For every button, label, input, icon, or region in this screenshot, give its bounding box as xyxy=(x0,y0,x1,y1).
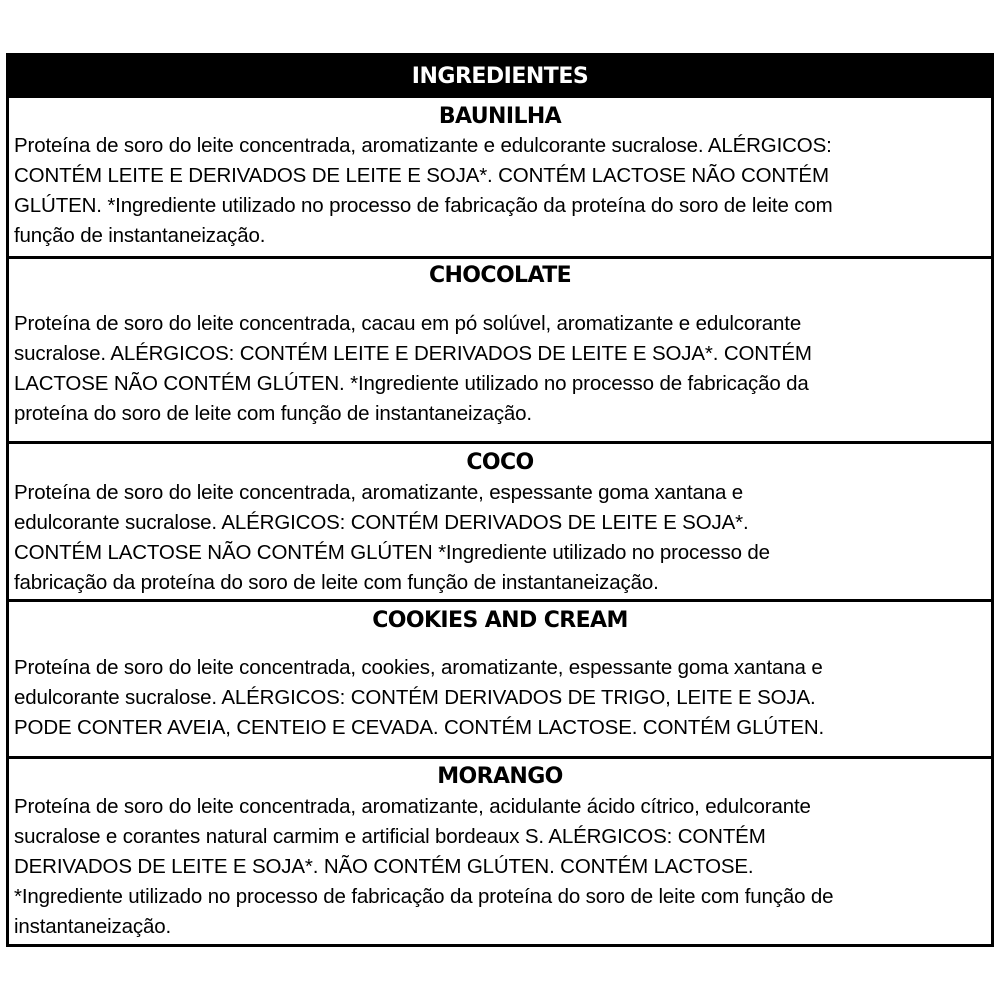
text-line: *Ingrediente utilizado no processo de fabricação da proteína do soro de leite com função de xyxy=(14,885,834,908)
text-line: instantaneização. xyxy=(14,915,172,938)
text-line: sucralose. ALÉRGICOS: CONTÉM LEITE E DERIVADOS DE LEITE E SOJA*. CONTÉM xyxy=(14,342,812,365)
section-text xyxy=(14,478,986,598)
ingredients-table xyxy=(6,53,994,947)
text-line: Proteína de soro do leite concentrada, aromatizante, acidulante ácido cítrico, edulcorante xyxy=(14,795,811,818)
text-line: GLÚTEN. *Ingrediente utilizado no processo de fabricação da proteína do soro de leite com xyxy=(14,194,833,217)
text-line: CONTÉM LACTOSE NÃO CONTÉM GLÚTEN *Ingrediente utilizado no processo de xyxy=(14,541,770,564)
text-line: Proteína de soro do leite concentrada, cookies, aromatizante, espessante goma xantana e xyxy=(14,656,823,679)
section-morango xyxy=(9,756,991,944)
text-line: fabricação da proteína do soro de leite com função de instantaneização. xyxy=(14,571,659,594)
section-title: COCO xyxy=(466,450,534,475)
section-title: COOKIES AND CREAM xyxy=(372,608,628,633)
section-cookies-and-cream xyxy=(9,599,991,756)
section-text xyxy=(14,792,986,942)
text-line: função de instantaneização. xyxy=(14,224,266,247)
text-line: LACTOSE NÃO CONTÉM GLÚTEN. *Ingrediente utilizado no processo de fabricação da xyxy=(14,372,809,395)
section-text xyxy=(14,309,986,429)
section-baunilha xyxy=(9,98,991,256)
text-line: PODE CONTER AVEIA, CENTEIO E CEVADA. CONTÉM LACTOSE. CONTÉM GLÚTEN. xyxy=(14,716,825,739)
text-line: edulcorante sucralose. ALÉRGICOS: CONTÉM DERIVADOS DE TRIGO, LEITE E SOJA. xyxy=(14,686,816,709)
text-line: proteína do soro de leite com função de instantaneização. xyxy=(14,402,532,425)
section-coco xyxy=(9,441,991,599)
text-line: CONTÉM LEITE E DERIVADOS DE LEITE E SOJA*. CONTÉM LACTOSE NÃO CONTÉM xyxy=(14,164,829,187)
text-line: Proteína de soro do leite concentrada, cacau em pó solúvel, aromatizante e edulcorante xyxy=(14,312,802,335)
section-title: CHOCOLATE xyxy=(428,263,572,288)
section-text xyxy=(14,653,986,743)
table-header: INGREDIENTES xyxy=(9,56,991,98)
section-text xyxy=(14,131,986,251)
section-chocolate xyxy=(9,256,991,441)
text-line: Proteína de soro do leite concentrada, aromatizante, espessante goma xantana e xyxy=(14,481,744,504)
text-line: DERIVADOS DE LEITE E SOJA*. NÃO CONTÉM GLÚTEN. CONTÉM LACTOSE. xyxy=(14,855,754,878)
text-line: sucralose e corantes natural carmim e artificial bordeaux S. ALÉRGICOS: CONTÉM xyxy=(14,825,766,848)
text-line: Proteína de soro do leite concentrada, aromatizante e edulcorante sucralose. ALÉRGICOS: xyxy=(14,134,832,157)
section-title: MORANGO xyxy=(437,764,563,789)
text-line: edulcorante sucralose. ALÉRGICOS: CONTÉM DERIVADOS DE LEITE E SOJA*. xyxy=(14,511,749,534)
section-title: BAUNILHA xyxy=(438,104,562,129)
